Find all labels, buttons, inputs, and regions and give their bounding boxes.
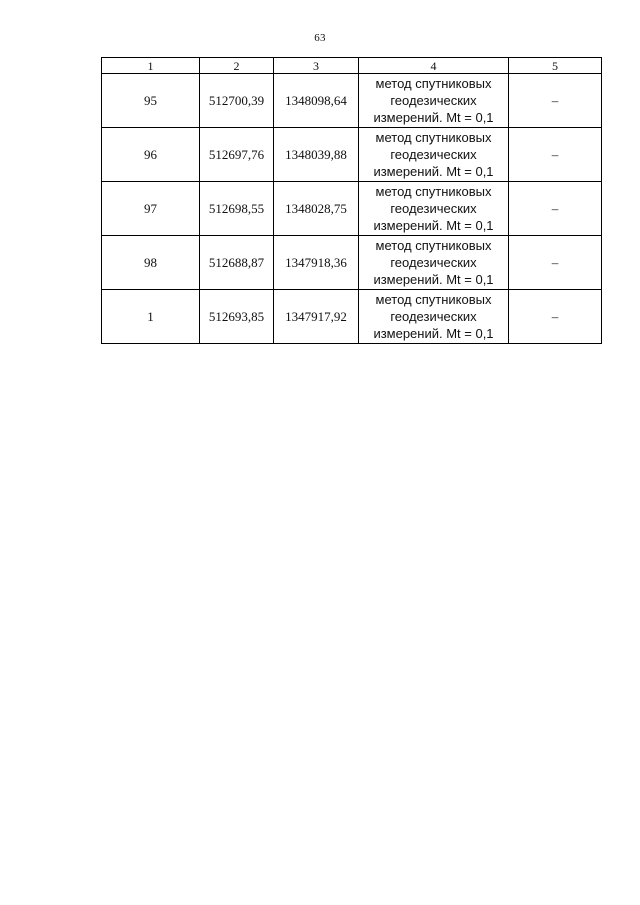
table-row xyxy=(102,74,602,128)
point-number-cell: 95 xyxy=(102,74,200,128)
method-line: измерений. Mt = 0,1 xyxy=(373,110,494,125)
method-line: измерений. Mt = 0,1 xyxy=(373,218,494,233)
column-header-3: 3 xyxy=(274,58,359,74)
y-coordinate-cell: 1348039,88 xyxy=(274,128,359,182)
point-number-cell: 1 xyxy=(102,290,200,344)
y-coordinate-cell: 1348028,75 xyxy=(274,182,359,236)
method-line: измерений. Mt = 0,1 xyxy=(373,164,494,179)
y-coordinate-cell: 1347918,36 xyxy=(274,236,359,290)
column-header-1: 1 xyxy=(102,58,200,74)
column-header-2: 2 xyxy=(200,58,274,74)
method-line: измерений. Mt = 0,1 xyxy=(373,326,494,341)
x-coordinate-cell: 512700,39 xyxy=(200,74,274,128)
method-line: геодезических xyxy=(390,255,477,270)
x-coordinate-cell: 512693,85 xyxy=(200,290,274,344)
method-line: метод спутниковых xyxy=(375,76,492,91)
method-line: геодезических xyxy=(390,201,477,216)
x-coordinate-cell: 512697,76 xyxy=(200,128,274,182)
method-cell xyxy=(359,128,509,182)
column-header-5: 5 xyxy=(509,58,602,74)
method-line: метод спутниковых xyxy=(375,292,492,307)
y-coordinate-cell: 1347917,92 xyxy=(274,290,359,344)
method-line: геодезических xyxy=(390,309,477,324)
method-line: метод спутниковых xyxy=(375,184,492,199)
method-line: измерений. Mt = 0,1 xyxy=(373,272,494,287)
note-cell: – xyxy=(509,236,602,290)
method-cell xyxy=(359,290,509,344)
method-line: геодезических xyxy=(390,93,477,108)
point-number-cell: 96 xyxy=(102,128,200,182)
y-coordinate-cell: 1348098,64 xyxy=(274,74,359,128)
method-cell xyxy=(359,236,509,290)
note-cell: – xyxy=(509,128,602,182)
coordinates-table xyxy=(101,57,602,344)
point-number-cell: 97 xyxy=(102,182,200,236)
page-number: 63 xyxy=(314,32,326,44)
note-cell: – xyxy=(509,74,602,128)
x-coordinate-cell: 512698,55 xyxy=(200,182,274,236)
point-number-cell: 98 xyxy=(102,236,200,290)
x-coordinate-cell: 512688,87 xyxy=(200,236,274,290)
table-row xyxy=(102,128,602,182)
column-header-4: 4 xyxy=(359,58,509,74)
method-line: метод спутниковых xyxy=(375,130,492,145)
method-cell xyxy=(359,74,509,128)
table-row xyxy=(102,182,602,236)
method-line: метод спутниковых xyxy=(375,238,492,253)
method-line: геодезических xyxy=(390,147,477,162)
note-cell: – xyxy=(509,290,602,344)
method-cell xyxy=(359,182,509,236)
note-cell: – xyxy=(509,182,602,236)
table-header-row xyxy=(102,58,602,74)
table-row xyxy=(102,290,602,344)
table-row xyxy=(102,236,602,290)
